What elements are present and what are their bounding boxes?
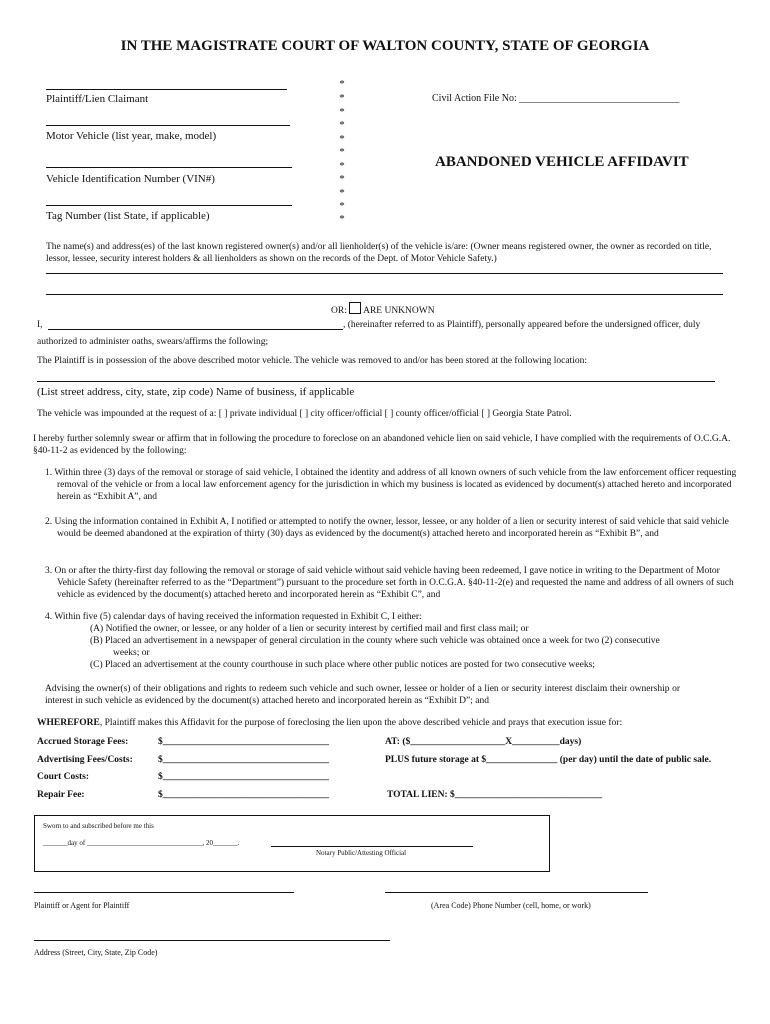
unknown-checkbox[interactable] — [349, 302, 361, 314]
location-line[interactable] — [37, 381, 715, 382]
owners-line-1[interactable] — [46, 273, 723, 274]
form-title: ABANDONED VEHICLE AFFIDAVIT — [435, 154, 689, 170]
notary-signature-line[interactable] — [271, 846, 473, 847]
item-4: 4. Within five (5) calendar days of having received the information requested in Exhibit C, I either: — [45, 612, 422, 622]
total-lien-field[interactable]: TOTAL LIEN: $_______________________________ — [387, 790, 603, 800]
wherefore-body: , Plaintiff makes this Affidavit for the purpose of foreclosing the lien upon the above described vehicle and prays that execution issue for: — [99, 718, 623, 728]
tag-label: Tag Number (list State, if applicable) — [46, 210, 210, 222]
unknown-label: ARE UNKNOWN — [363, 306, 435, 316]
advertising-field[interactable]: $___________________________________ — [158, 755, 329, 765]
owners-line-2[interactable] — [46, 294, 723, 295]
item-4c: (C) Placed an advertisement at the county courthouse in such place where other public notices are posted for two consecutive weeks; — [90, 660, 595, 670]
caption-star: * — [339, 106, 345, 118]
caption-star: * — [339, 146, 345, 158]
tag-line[interactable] — [46, 205, 292, 206]
advising-text: Advising the owner(s) of their obligations and rights to redeem such vehicle and such owner, lessee or holder of a lien or security interest disclaim their ownership or interest in such vehicle as evidenced by the document(s) attached hereto and incorporated herein as “Exhibit D”; and — [45, 684, 680, 707]
impounded-text[interactable]: The vehicle was impounded at the request of a: [ ] private individual [ ] city officer/official [ ] county officer/official [ ] Georgia State Patrol. — [37, 409, 572, 419]
notary-day-line[interactable]: _______day of _________________________________, 20_______. — [43, 839, 240, 847]
plaintiff-signature-line[interactable] — [34, 892, 294, 893]
caption-star: * — [339, 133, 345, 145]
repair-fee-field[interactable]: $___________________________________ — [158, 790, 329, 800]
plaintiff-name-line[interactable] — [48, 329, 343, 330]
future-storage-field[interactable]: PLUS future storage at $_______________ (per day) until the date of public sale. — [385, 755, 712, 765]
authorized-text: authorized to administer oaths, swears/affirms the following; — [37, 337, 269, 347]
location-label: (List street address, city, state, zip code) Name of business, if applicable — [37, 386, 355, 398]
possession-text: The Plaintiff is in possession of the above described motor vehicle. The vehicle was removed to and/or has been stored at the following location: — [37, 356, 587, 366]
caption-star: * — [339, 160, 345, 172]
vehicle-line[interactable] — [46, 125, 290, 126]
plaintiff-line[interactable] — [46, 89, 287, 90]
caption-star: * — [339, 213, 345, 225]
caption-star: * — [339, 92, 345, 104]
vin-label: Vehicle Identification Number (VIN#) — [46, 173, 215, 185]
plaintiff-label: Plaintiff/Lien Claimant — [46, 93, 149, 105]
owners-text: The name(s) and address(es) of the last known registered owner(s) and/or all lienholder(s) of the vehicle is/are: (Owner means registered owner, the owner as recorded on title, lessor, lessee, security interest holders & all lienholders as shown on the records of the Dept. of Motor Vehicle Safety.) — [46, 242, 712, 265]
caption-star: * — [339, 78, 345, 90]
owners-unknown-row — [331, 302, 435, 316]
vehicle-label: Motor Vehicle (list year, make, model) — [46, 130, 217, 142]
repair-fee-label: Repair Fee: — [37, 790, 85, 800]
at-field[interactable]: AT: ($____________________X__________days) — [385, 737, 582, 747]
item-2: 2. Using the information contained in Exhibit A, I notified or attempted to notify the owner, lessor, lessee, or any holder of a lien or security interest of said vehicle that said vehicle would be deemed abandoned at the expiration of thirty (30) days as evidenced by the document(s) attached hereto and incorporated herein as “Exhibit B”, and — [45, 517, 729, 540]
accrued-label: Accrued Storage Fees: — [37, 737, 129, 747]
page-title: IN THE MAGISTRATE COURT OF WALTON COUNTY, STATE OF GEORGIA — [120, 38, 650, 54]
item-4a: (A) Notified the owner, or lessee, or any holder of a lien or security interest by certified mail and first class mail; or — [90, 624, 529, 634]
civil-action-file-no[interactable]: Civil Action File No: ________________________________ — [432, 93, 680, 104]
address-label: Address (Street, City, State, Zip Code) — [34, 948, 158, 957]
i-label: I, — [37, 320, 43, 330]
accrued-field[interactable]: $___________________________________ — [158, 737, 329, 747]
phone-label: (Area Code) Phone Number (cell, home, or work) — [431, 901, 591, 910]
caption-star: * — [339, 200, 345, 212]
item-4b: (B) Placed an advertisement in a newspaper of general circulation in the county where such vehicle was obtained once a week for two (2) consecutive weeks; or — [90, 636, 660, 659]
wherefore-text — [37, 718, 622, 728]
or-label: OR: — [331, 306, 347, 316]
caption-star: * — [339, 173, 345, 185]
advertising-label: Advertising Fees/Costs: — [37, 755, 133, 765]
vin-line[interactable] — [46, 167, 292, 168]
court-costs-label: Court Costs: — [37, 772, 89, 782]
item-1: 1. Within three (3) days of the removal or storage of said vehicle, I obtained the identity and address of all known owners of such vehicle from the law enforcement officer requesting removal of the vehicle or from a local law enforcement agency for the jurisdiction in which my business is located as evidenced by document(s) attached hereto and incorporated herein as “Exhibit A”, and — [45, 468, 737, 503]
notary-sworn: Sworn to and subscribed before me this — [43, 822, 154, 830]
court-costs-field[interactable]: $___________________________________ — [158, 772, 329, 782]
notary-official-label: Notary Public/Attesting Official — [316, 849, 407, 857]
caption-star: * — [339, 119, 345, 131]
caption-star: * — [339, 187, 345, 199]
wherefore-lead: WHEREFORE — [37, 718, 100, 728]
phone-line[interactable] — [385, 892, 648, 893]
appeared-text: , (hereinafter referred to as Plaintiff), personally appeared before the undersigned officer, duly — [343, 320, 701, 330]
address-line[interactable] — [34, 940, 390, 941]
swear-text: I hereby further solemnly swear or affirm that in following the procedure to foreclose on an abandoned vehicle lien on said vehicle, I have complied with the requirements of O.C.G.A. §40-11-2 as evidenced by the following: — [33, 434, 731, 457]
plaintiff-signature-label: Plaintiff or Agent for Plaintiff — [34, 901, 130, 910]
item-3: 3. On or after the thirty-first day following the removal or storage of said vehicle without said vehicle having been redeemed, I gave notice in writing to the Department of Motor Vehicle Safety (hereinafter referred to as the “Department”) pursuant to the procedure set forth in O.C.G.A. §40-11-2(e) and requested the name and address of all owners of such vehicle as evidenced by the document(s) attached hereto and incorporated herein as “Exhibit C”, and — [45, 566, 734, 601]
